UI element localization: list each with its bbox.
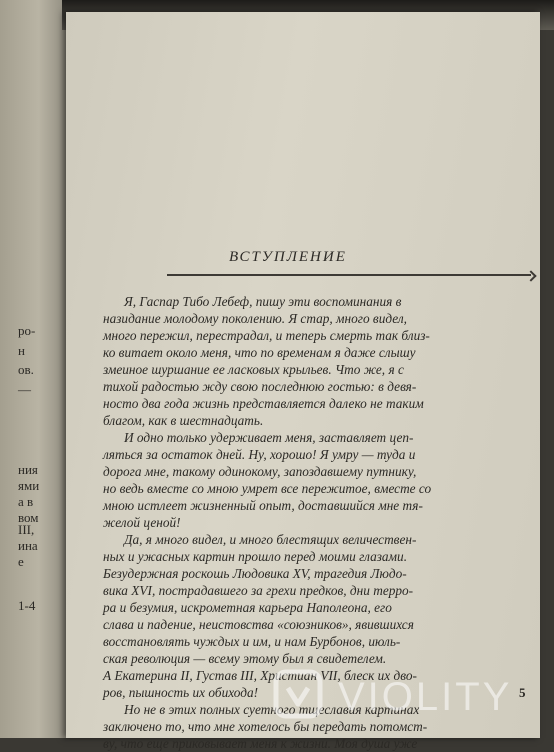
facing-page-fragment: ния — [18, 462, 38, 477]
body-line: слава и падение, неистовства «союзников», явившихся — [103, 617, 414, 632]
body-line: ляться за остаток дней. Ну, хорошо! Я умру — туда и — [103, 447, 416, 462]
body-line: ров, пышность их обихода! — [103, 685, 259, 700]
body-line: тихой радостью жду свою последнюю гостью: в девя- — [103, 379, 417, 394]
body-line: ных и ужасных картин прошло перед моими глазами. — [103, 549, 408, 564]
body-line: назидание молодому поколению. Я стар, много видел, — [103, 311, 407, 326]
facing-page-fragment: а в — [18, 494, 34, 509]
chapter-title: ВСТУПЛЕНИЕ — [229, 249, 347, 265]
book-page — [66, 12, 540, 751]
body-line: благом, как в шестнадцать. — [103, 413, 264, 428]
body-line: ву, что еще приковывает меня к жизни. Моя душа уже — [103, 736, 418, 751]
facing-page-fragment: — — [18, 382, 31, 397]
body-line: носто два года жизнь представляется далеко не таким — [103, 396, 424, 411]
body-line: змеиное шуршание ее ласковых крыльев. Что же, я с — [103, 362, 404, 377]
title-rule — [167, 274, 531, 276]
facing-page-fragment: ов. — [18, 362, 34, 377]
facing-page-fragment: ро- — [18, 323, 36, 338]
facing-page-fragment: е — [18, 554, 24, 569]
watermark-text: VIOLITY — [338, 675, 513, 719]
page-number: 5 — [519, 685, 526, 700]
body-line: но ведь вместе со мною умрет все пережитое, вместе со — [103, 481, 432, 496]
facing-page-fragment: III, — [18, 522, 35, 537]
facing-page-edge — [0, 0, 70, 738]
body-line: Я, Гаспар Тибо Лебеф, пишу эти воспоминания в — [124, 294, 402, 309]
body-line: И одно только удерживает меня, заставляет цеп- — [124, 430, 414, 445]
facing-page-fragment: вом — [18, 510, 39, 525]
body-line: ская революция — всему этому был я свидетелем. — [103, 651, 387, 666]
body-line: восстановлять чуждых и им, и нам Бурбонов, июль- — [103, 634, 401, 649]
facing-page-fragment: ями — [18, 478, 40, 493]
body-line: желой ценой! — [103, 515, 181, 530]
body-line: Да, я много видел, и много блестящих величествен- — [124, 532, 417, 547]
facing-page-fragment: ина — [18, 538, 38, 553]
body-line: Безудержная роскошь Людовика XV, трагедия Людо- — [103, 566, 407, 581]
facing-page-fragment: н — [18, 343, 25, 358]
body-line: вика XVI, пострадавшего за грехи предков, дни терро- — [103, 583, 414, 598]
body-line: много пережил, перестрадал, и теперь смерть так близ- — [103, 328, 430, 343]
body-line: ра и безумия, искрометная карьера Наполеона, его — [103, 600, 392, 615]
body-line: мною истлеет жизненный опыт, доставшийся мне тя- — [103, 498, 423, 513]
body-line: ко витает около меня, что по временам я даже слышу — [103, 345, 416, 360]
body-line: А Екатерина II, Густав III, Христиан VII, блеск их дво- — [103, 668, 417, 683]
facing-page-fragment: 1-4 — [18, 598, 36, 613]
body-line: дорога мне, такому одинокому, запоздавшему путнику, — [103, 464, 417, 479]
body-line: Но не в этих полных суетного тщеславия картинах — [124, 702, 420, 717]
body-line: заключено то, что мне хотелось бы передать потомст- — [103, 719, 428, 734]
